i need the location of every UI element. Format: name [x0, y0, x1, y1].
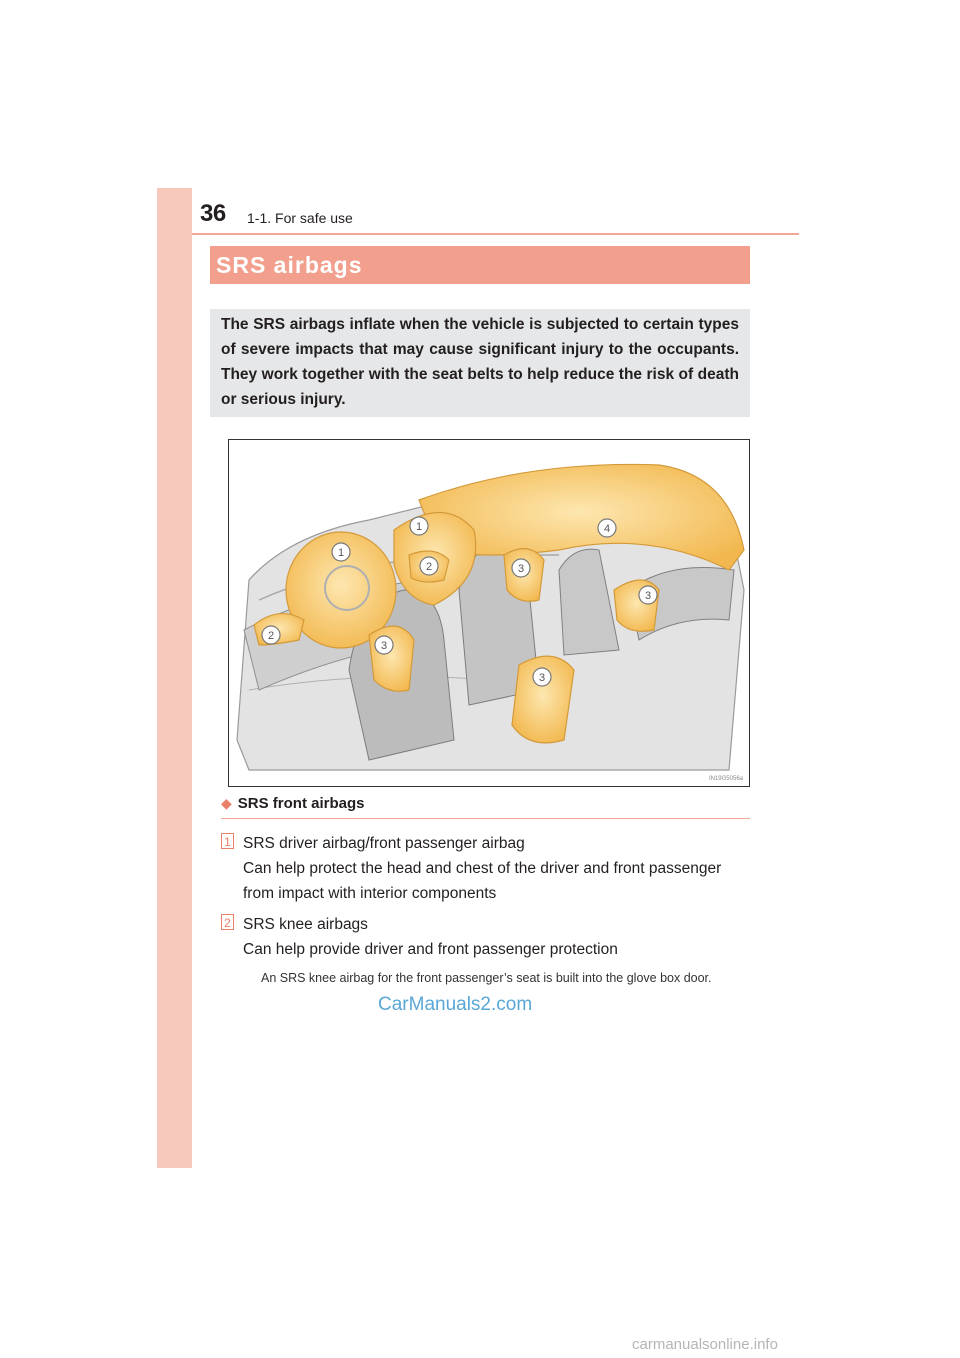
callout-label: 2: [267, 630, 275, 642]
car-interior-drawing: [229, 440, 749, 786]
page-number: 36: [200, 200, 226, 227]
item-title: SRS knee airbags: [243, 916, 368, 933]
watermark: CarManuals2.com: [378, 994, 533, 1015]
callout-marker: [375, 636, 393, 654]
item-number-badge: 1: [221, 833, 234, 849]
item-title: SRS driver airbag/front passenger airbag: [243, 835, 525, 852]
item-desc: Can help provide driver and front passenger protection: [243, 941, 618, 958]
side-strip: [157, 188, 192, 1168]
list-item: [221, 912, 751, 962]
callout-label: 2: [425, 561, 433, 573]
callout-marker: [533, 668, 551, 686]
diamond-icon: ◆: [221, 795, 232, 811]
side-airbag-driver: [369, 626, 414, 691]
item-body: [243, 912, 751, 962]
list-item: [221, 831, 751, 906]
section-label: 1-1. For safe use: [247, 210, 353, 226]
callout-marker: [262, 626, 280, 644]
page-title: SRS airbags: [216, 252, 363, 278]
callout-label: 1: [415, 521, 423, 533]
note-text: An SRS knee airbag for the front passenger’s seat is built into the glove box door.: [261, 971, 712, 985]
subheading-rule: [221, 818, 750, 819]
callout-marker: [420, 557, 438, 575]
callout-label: 1: [337, 547, 345, 559]
intro-text: The SRS airbags inflate when the vehicle is subjected to certain types of severe impacts that may cause significant injury to the occupants. They work together with the seat belts to help reduce the risk of death or serious injury.: [221, 316, 739, 408]
callout-label: 3: [538, 672, 546, 684]
callout-marker: [512, 559, 530, 577]
header-rule: [192, 233, 799, 235]
item-desc: Can help protect the head and chest of the driver and front passenger from impact with interior components: [243, 860, 722, 902]
callout-label: 3: [517, 563, 525, 575]
airbag-illustration: [228, 439, 750, 787]
callout-marker: [598, 519, 616, 537]
item-body: [243, 831, 751, 906]
intro-box: [210, 309, 750, 417]
subheading: [221, 795, 364, 812]
footer-watermark: carmanualsonline.info: [632, 1336, 778, 1353]
item-number-badge: 2: [221, 914, 234, 930]
callout-marker: [332, 543, 350, 561]
subheading-text: SRS front airbags: [237, 795, 365, 812]
callout-label: 3: [380, 640, 388, 652]
callout-label: 4: [603, 523, 611, 535]
callout-label: 3: [644, 590, 652, 602]
figure-code: IN19G5056a: [708, 776, 743, 782]
callout-marker: [410, 517, 428, 535]
callout-marker: [639, 586, 657, 604]
